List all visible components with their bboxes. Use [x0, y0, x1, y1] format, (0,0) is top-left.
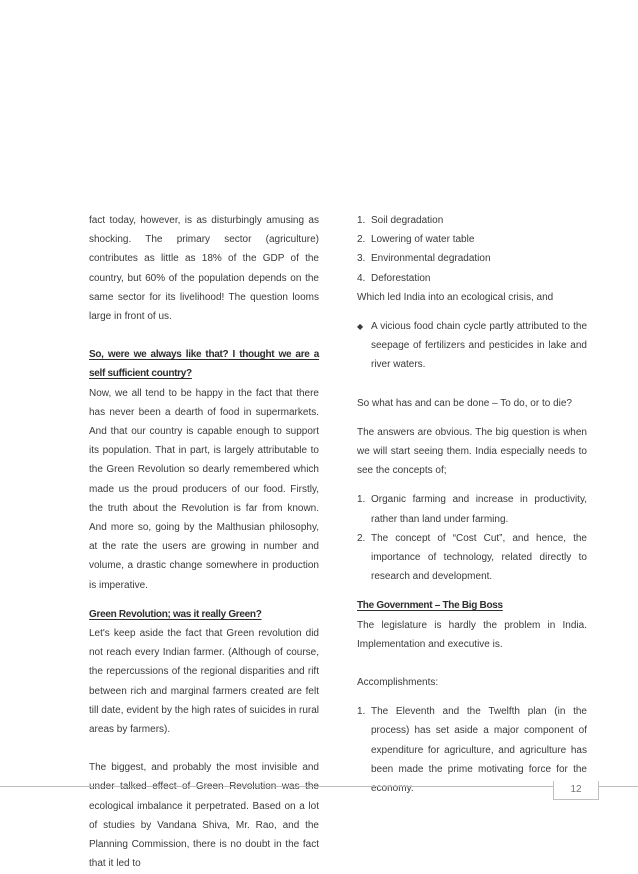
diamond-bullet-icon: ◆	[357, 322, 364, 332]
list-item	[357, 490, 587, 528]
list-number: 2.	[357, 234, 366, 246]
spacer	[357, 413, 587, 423]
accomplishments-label: Accomplishments:	[357, 677, 439, 689]
list-number: 1.	[357, 494, 366, 506]
list-text: Lowering of water table	[371, 234, 475, 246]
list-item	[357, 249, 587, 268]
list-number: 2.	[357, 532, 366, 544]
spacer	[357, 654, 587, 673]
supermarkets-paragraph: Now, we all tend to be happy in the fact that there has never been a dearth of food in supermarkets. And that our country is capable enough to support its population. That in part, is largely attributable to the Green Revolution so dearly remembered which made us the proud producers of our food. Firstly, the truth about the Revolution is far from known. And more so, going by the Malthusian philosophy, at the rate the users are growing in number and volume, a drastic change somewhere in production is imperative.	[89, 387, 319, 591]
list-item	[357, 269, 587, 288]
list-text: The concept of “Cost Cut”, and hence, the importance of technology, related directly to research and development.	[371, 532, 587, 583]
list-text: The Eleventh and the Twelfth plan (in the process) has set aside a major component of expenditure for agriculture, and agriculture has been made the prime motivating force for the economy.	[371, 706, 587, 795]
question-text: So what has and can be done – To do, or to die?	[357, 397, 572, 409]
spacer	[357, 586, 587, 596]
spacer	[357, 375, 587, 394]
list-number: 1.	[357, 215, 366, 226]
list-text: Organic farming and increase in productivity, rather than land under farming.	[371, 494, 587, 525]
left-column	[89, 211, 319, 874]
intro-paragraph: fact today, however, is as disturbingly amusing as shocking. The primary sector (agriculture) contributes as little as 18% of the GDP of the country, but 60% of the population depends on the same sector for its livelihood! The question looms large in front of us.	[89, 215, 319, 323]
legislature-paragraph: The legislature is hardly the problem in India. Implementation and executive is.	[357, 619, 587, 650]
list-text: Environmental degradation	[371, 253, 491, 265]
list-text: Soil degradation	[371, 215, 444, 226]
heading-government: The Government – The Big Boss	[357, 600, 503, 612]
green-revolution-paragraph: Let's keep aside the fact that Green revolution did not reach every Indian farmer. (Although of course, the repercussions of the regional disparities and rift between rich and marginal farmers created are felt till date, evident by the high rates of suicides in rural areas by farmers).	[89, 628, 319, 736]
spacer	[89, 595, 319, 605]
page-number: 12	[553, 781, 599, 800]
spacer	[357, 692, 587, 702]
heading-self-sufficient: So, were we always like that? I thought we are a self sufficient country?	[89, 349, 319, 380]
list-text: Deforestation	[371, 272, 431, 284]
list-number: 1.	[357, 706, 366, 718]
answers-paragraph: The answers are obvious. The big question is when we will start seeing them. India especially needs to see the concepts of;	[357, 426, 587, 477]
list-item	[357, 529, 587, 587]
list-item	[357, 211, 587, 230]
spacer	[357, 480, 587, 490]
heading-green-revolution: Green Revolution; was it really Green?	[89, 608, 262, 620]
spacer	[89, 739, 319, 758]
bullet-item	[357, 317, 587, 375]
list-item	[357, 230, 587, 249]
footer-rule	[0, 786, 638, 787]
list-number: 3.	[357, 253, 366, 265]
ecological-imbalance-paragraph: The biggest, and probably the most invisible and under talked effect of Green Revolution was the ecological imbalance it perpetrated. Based on a lot of studies by Vandana Shiva, Mr. Rao, and the Planning Commission, there is no doubt in the fact that it led to	[89, 762, 319, 870]
right-column	[357, 211, 587, 798]
list-number: 4.	[357, 272, 366, 284]
ecological-crisis-text: Which led India into an ecological crisis, and	[357, 291, 554, 303]
bullet-text: A vicious food chain cycle partly attributed to the seepage of fertilizers and pesticides in lake and river waters.	[371, 321, 587, 371]
spacer	[357, 307, 587, 317]
spacer	[89, 326, 319, 345]
effects-list	[357, 211, 587, 288]
